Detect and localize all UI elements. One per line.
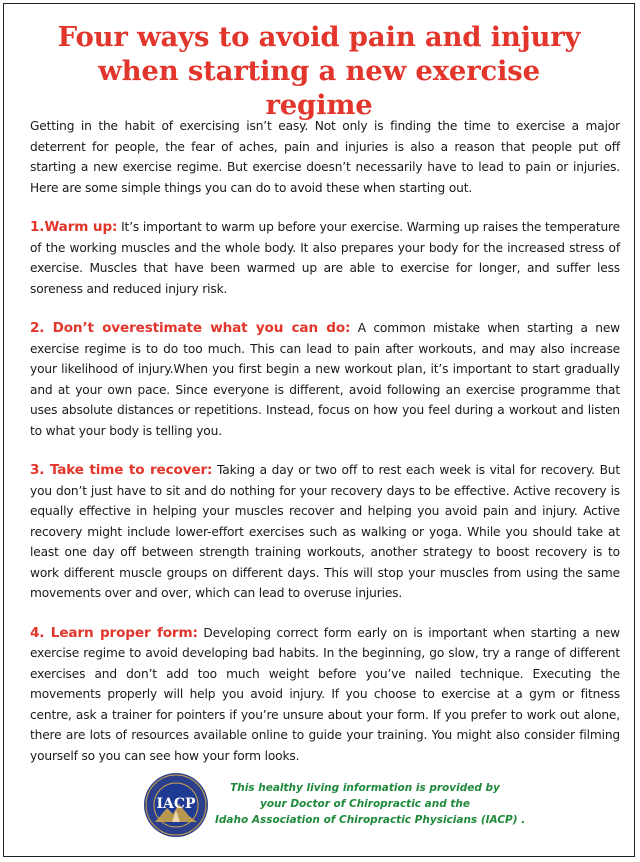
page-title [44,20,594,122]
title-line-2: when starting a new exercise regime [98,55,540,121]
section-warm-up [30,217,620,299]
article-body [30,116,620,785]
section-overestimate [30,318,620,441]
section-text: Taking a day or two off to rest each week is vital for recovery. But you don’t just have to sit and do nothing for your recovery days to be effective. Active recovery is equally effective in helping your muscles recover and helping you avoid pain and injury. Active recovery might include lower-effort exercises such as walking or yoga. While you should take at least one day off between strength training workouts, another strategy to boost recovery is to work different muscle groups on different days. This will stop your muscles from using the same movements over and over, which can lead to overuse injuries. [30,463,620,600]
footer-line-1: This healthy living information is provided by [230,782,500,794]
section-heading: 4. Learn proper form: [30,624,198,641]
footer-line-2: your Doctor of Chiropractic and the [259,798,471,810]
section-text: It’s important to warm up before your exercise. Warming up raises the temperature of the working muscles and the whole body. It also prepares your body for the increased stress of exercise. Muscles that have been warmed up are able to exercise for longer, and suffer less soreness and reduced injury risk. [30,220,620,296]
footer-credit [215,780,526,828]
section-heading: 3. Take time to recover: [30,462,213,478]
section-form [30,623,620,767]
section-heading: 2. Don’t overestimate what you can do: [30,320,351,336]
logo-text: IACP [156,796,196,812]
section-recover [30,460,620,604]
intro-paragraph: Getting in the habit of exercising isn’t easy. Not only is finding the time to exercise a major deterrent for people, the fear of aches, pain and injuries is also a reason that people put off starting a new exercise regime. But exercise doesn’t necessarily have to lead to pain or injuries. Here are some simple things you can do to avoid these when starting out. [30,119,620,195]
section-text: Developing correct form early on is important when starting a new exercise regime to avoid developing bad habits. In the beginning, go slow, try a range of different exercises and don’t add too much weight before you’ve nailed technique. Executing the movements properly will help you avoid injury. If you choose to exercise at a gym or fitness centre, ask a trainer for pointers if you’re unsure about your form. If you prefer to work out alone, there are lots of resources available online to guide your training. You might also consider filming yourself so you can see how your form looks. [30,625,621,763]
section-text: A common mistake when starting a new exercise regime is to do too much. This can lead to pain after workouts, and may also increase your likelihood of injury.When you first begin a new workout plan, it’s important to start gradually and at your own pace. Since everyone is different, avoid following an exercise programme that uses absolute distances or repetitions. Instead, focus on how you feel during a workout and listen to what your body is telling you. [30,321,620,438]
footer-line-3: Idaho Association of Chiropractic Physicians (IACP) . [215,814,526,826]
section-heading: 1.Warm up: [30,219,118,235]
title-line-1: Four ways to avoid pain and injury [57,21,581,53]
iacp-logo-icon [143,772,209,838]
